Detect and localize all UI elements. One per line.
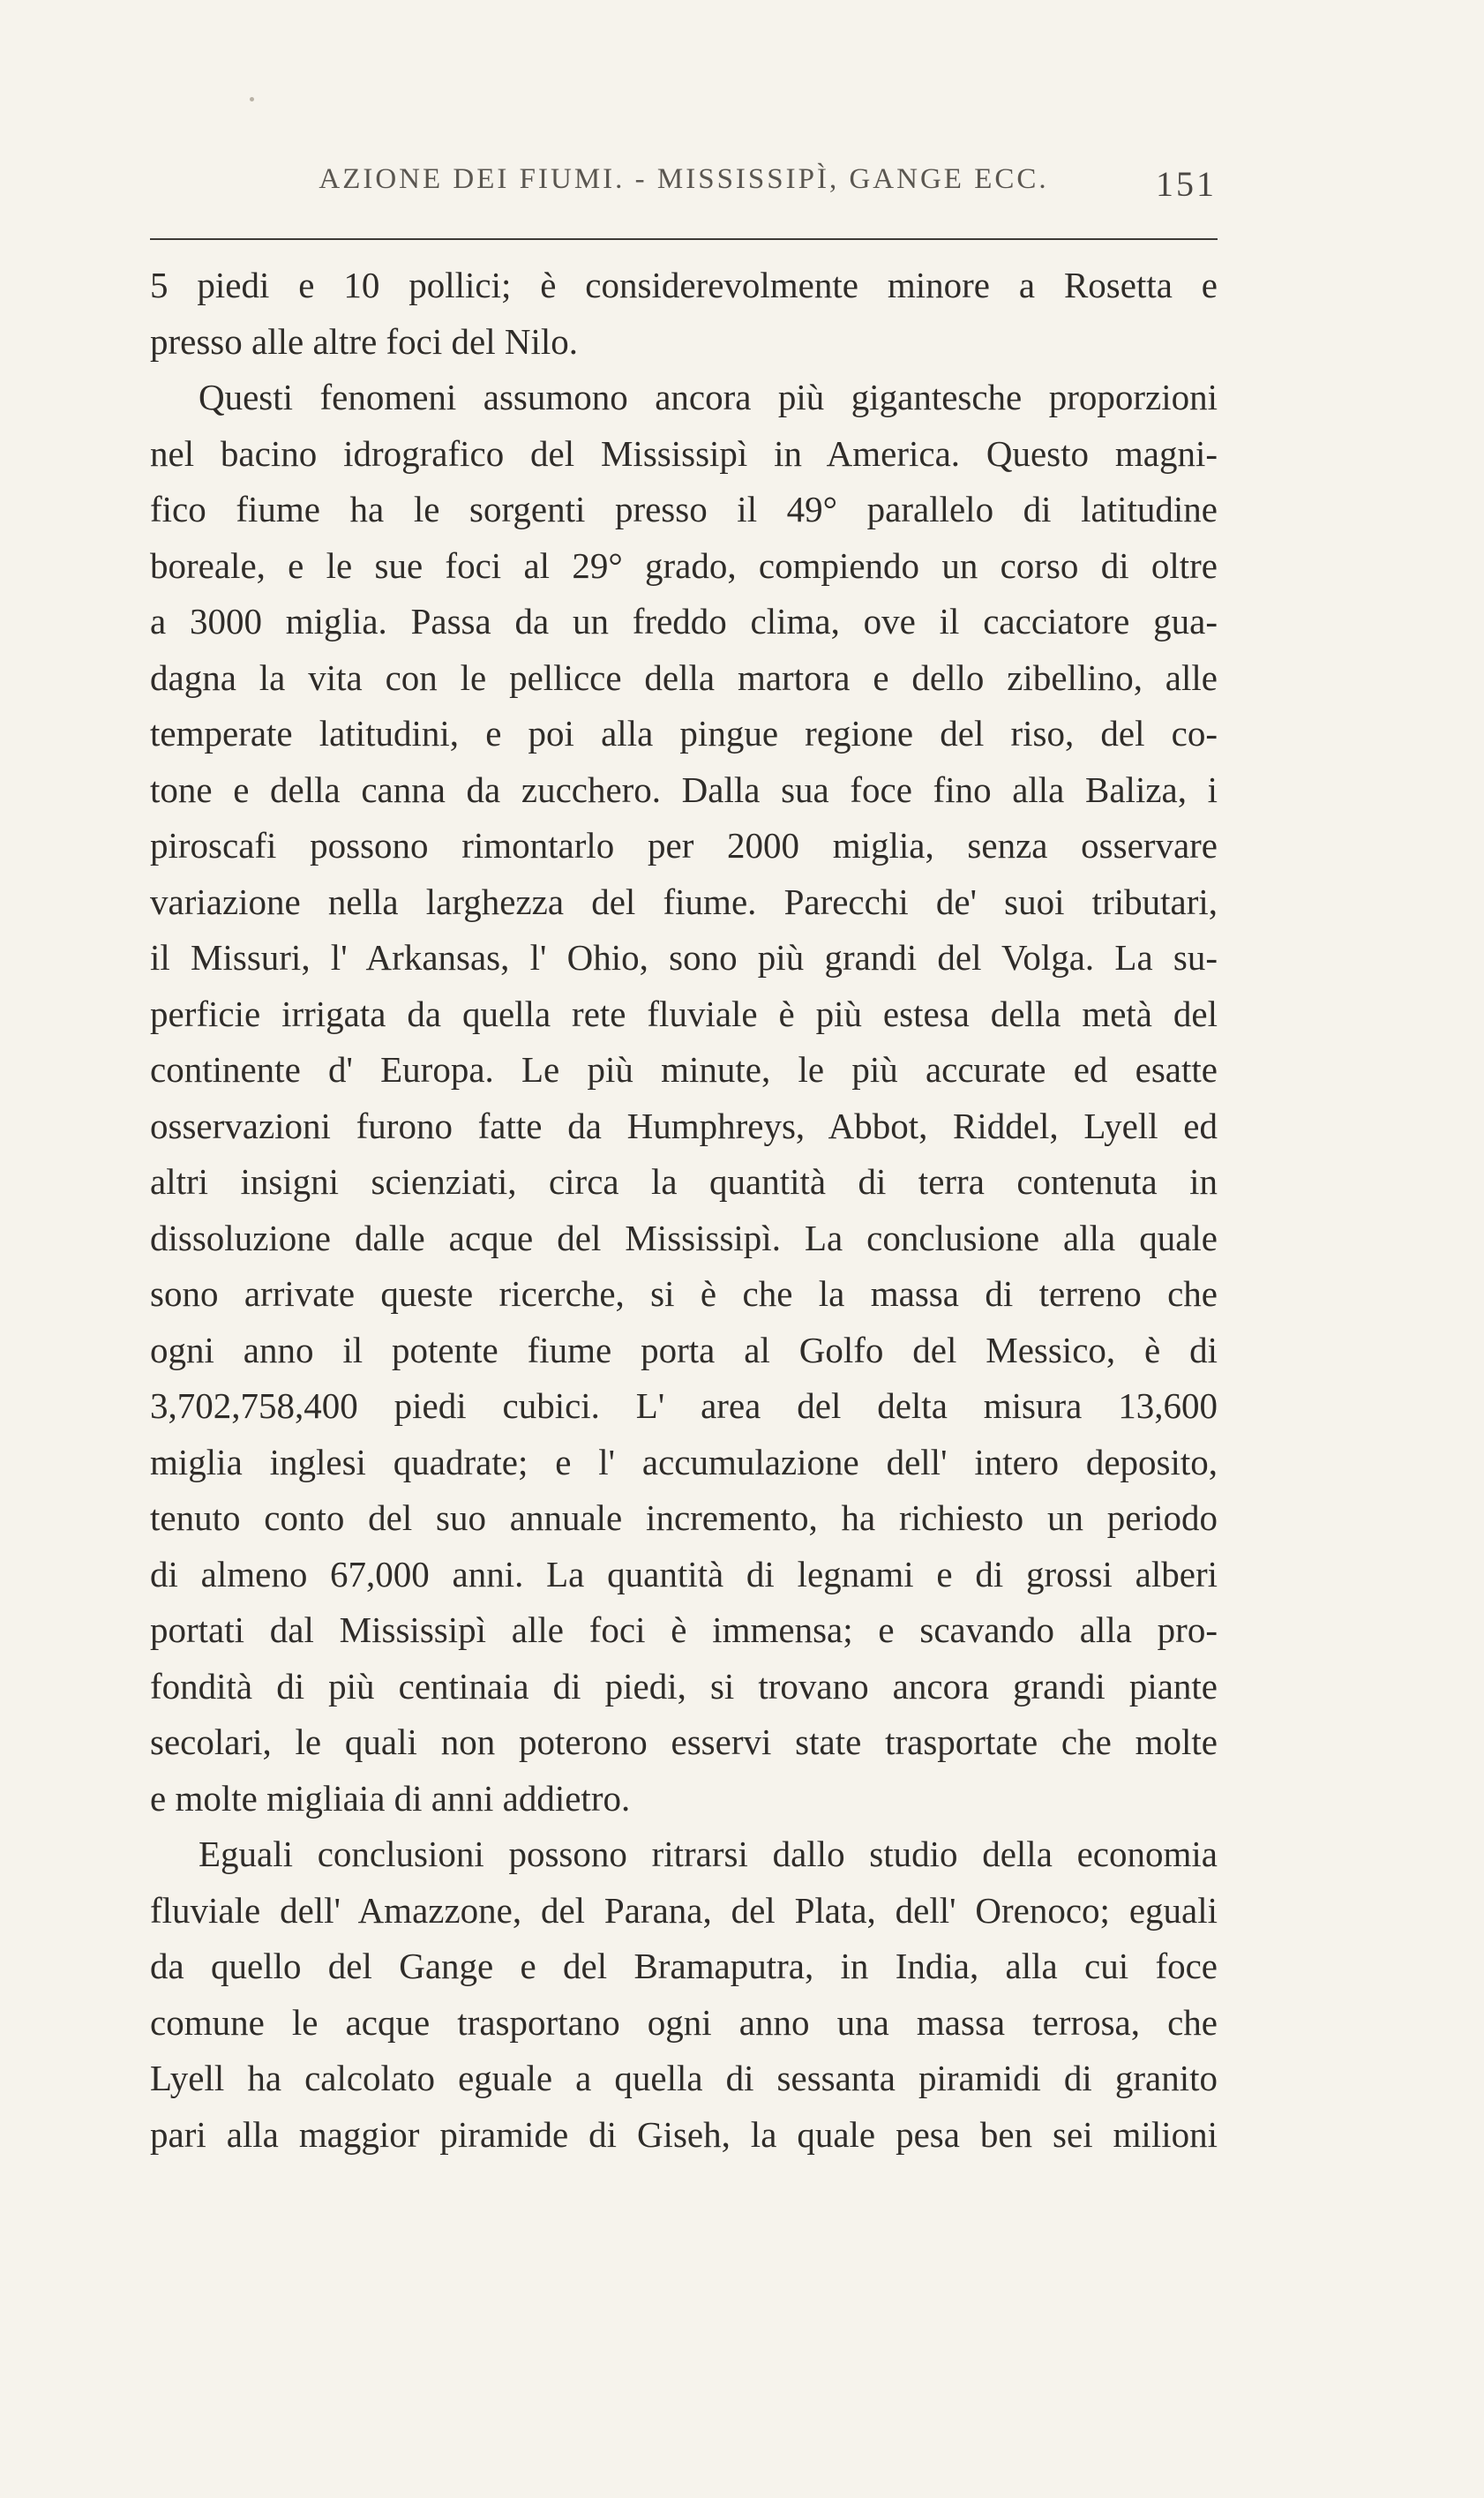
ink-speck: [250, 97, 254, 101]
text-line: fico fiume ha le sorgenti presso il 49° parallelo di latitudine: [150, 489, 1218, 529]
text-line: dagna la vita con le pellicce della martora e dello zibellino, alle: [150, 656, 1218, 698]
text-line: 3,702,758,400 piedi cubici. L' area del delta misura 13,600: [150, 1385, 1218, 1426]
text-line: di almeno 67,000 anni. La quantità di legnami e di grossi alberi: [150, 1553, 1218, 1594]
text-line: nel bacino idrografico del Mississipì in America. Questo magni-: [150, 432, 1218, 474]
text-line: comune le acque trasportano ogni anno una massa terrosa, che: [150, 2001, 1218, 2043]
text-line: continente d' Europa. Le più minute, le più accurate ed esatte: [150, 1049, 1218, 1090]
text-line: temperate latitudini, e poi alla pingue regione del riso, del co-: [150, 713, 1218, 754]
text-line: piroscafi possono rimontarlo per 2000 miglia, senza osservare: [150, 825, 1218, 866]
text-line: presso alle altre foci del Nilo.: [150, 320, 578, 362]
text-line: boreale, e le sue foci al 29° grado, compiendo un corso di oltre: [150, 544, 1218, 586]
text-line: miglia inglesi quadrate; e l' accumulazione dell' intero deposito,: [150, 1441, 1218, 1482]
text-line: il Missuri, l' Arkansas, l' Ohio, sono più grandi del Volga. La su-: [150, 937, 1218, 978]
text-line: Questi fenomeni assumono ancora più gigantesche proporzioni: [199, 377, 1218, 417]
text-line: tenuto conto del suo annuale incremento, ha richiesto un periodo: [150, 1497, 1218, 1538]
text-line: fondità di più centinaia di piedi, si trovano ancora grandi piante: [150, 1665, 1218, 1707]
text-line: fluviale dell' Amazzone, del Parana, del Plata, dell' Orenoco; eguali: [150, 1889, 1218, 1931]
text-line: 5 piedi e 10 pollici; è considerevolmente minore a Rosetta e: [150, 265, 1218, 305]
text-line: Lyell ha calcolato eguale a quella di sessanta piramidi di granito: [150, 2058, 1218, 2098]
running-head: [150, 163, 1218, 216]
text-line: variazione nella larghezza del fiume. Parecchi de' suoi tributari,: [150, 881, 1218, 922]
text-line: secolari, le quali non poterono esservi state trasportate che molte: [150, 1722, 1218, 1762]
text-line: tone e della canna da zucchero. Dalla sua foce fino alla Baliza, i: [150, 769, 1218, 810]
text-line: pari alla maggior piramide di Giseh, la quale pesa ben sei milioni: [150, 2113, 1218, 2155]
body-text: [150, 258, 1218, 2163]
text-line: e molte migliaia di anni addietro.: [150, 1777, 631, 1819]
text-line: altri insigni scienziati, circa la quantità di terra contenuta in: [150, 1161, 1218, 1202]
text-line: ogni anno il potente fiume porta al Golfo del Messico, è di: [150, 1329, 1218, 1370]
text-line: dissoluzione dalle acque del Mississipì. La conclusione alla quale: [150, 1217, 1218, 1258]
page-number: 151: [1156, 164, 1217, 204]
text-line: da quello del Gange e del Bramaputra, in India, alla cui foce: [150, 1946, 1218, 1986]
text-line: perficie irrigata da quella rete fluviale è più estesa della metà del: [150, 993, 1218, 1034]
text-line: sono arrivate queste ricerche, si è che la massa di terreno che: [150, 1273, 1218, 1314]
text-line: osservazioni furono fatte da Humphreys, Abbot, Riddel, Lyell ed: [150, 1105, 1218, 1146]
text-line: portati dal Mississipì alle foci è immensa; e scavando alla pro-: [150, 1609, 1218, 1650]
text-line: a 3000 miglia. Passa da un freddo clima, ove il cacciatore gua-: [150, 601, 1218, 641]
header-rule: [150, 238, 1218, 240]
running-title: AZIONE DEI FIUMI. - MISSISSIPÌ, GANGE ECC.: [319, 163, 1049, 195]
text-line: Eguali conclusioni possono ritrarsi dallo studio della economia: [199, 1834, 1218, 1874]
